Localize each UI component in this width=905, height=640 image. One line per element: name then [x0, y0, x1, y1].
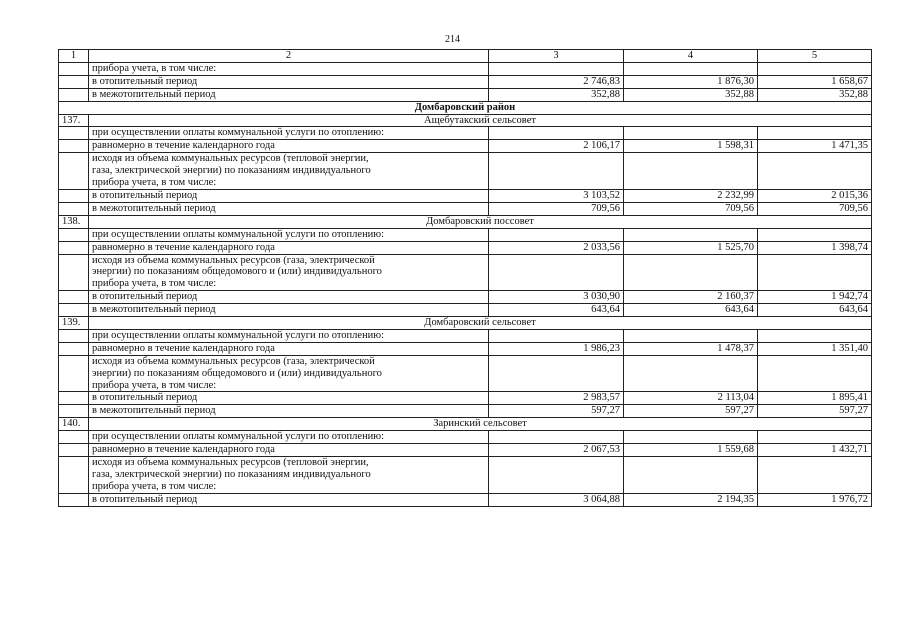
value-cell-3: 2 983,57: [489, 392, 624, 405]
value-cell-4: 1 559,68: [624, 444, 758, 457]
value-cell-4: 2 194,35: [624, 493, 758, 506]
table-row: [59, 342, 872, 355]
value-cell-4: 1 478,37: [624, 342, 758, 355]
section-title: Заринский сельсовет: [89, 418, 872, 431]
description-cell: прибора учета, в том числе:: [89, 62, 489, 75]
description-line: исходя из объема коммунальных ресурсов (газа, электрической: [89, 254, 489, 266]
value-cell-3: [489, 153, 624, 190]
value-cell-3: [489, 127, 624, 140]
value-cell-3: 1 986,23: [489, 342, 624, 355]
description-cell: равномерно в течение календарного года: [89, 342, 489, 355]
value-cell-4: 1 876,30: [624, 75, 758, 88]
table-row: [59, 405, 872, 418]
value-cell-5: [758, 329, 872, 342]
value-cell-4: [624, 62, 758, 75]
description-line: прибора учета, в том числе:: [89, 380, 489, 392]
value-cell-5: 1 942,74: [758, 291, 872, 304]
description-cell: в отопительный период: [89, 189, 489, 202]
table-row: [59, 127, 872, 140]
page-number: 214: [445, 34, 460, 45]
row-number-cell: [59, 431, 89, 444]
table-row: [59, 75, 872, 88]
description-line: исходя из объема коммунальных ресурсов (тепловой энергии,: [89, 457, 489, 469]
value-cell-3: 2 067,53: [489, 444, 624, 457]
section-title: Домбаровский поссовет: [89, 215, 872, 228]
description-cell: при осуществлении оплаты коммунальной услуги по отоплению:: [89, 431, 489, 444]
value-cell-3: 597,27: [489, 405, 624, 418]
row-number-cell: [59, 153, 89, 190]
value-cell-5: 2 015,36: [758, 189, 872, 202]
table-row: [59, 241, 872, 254]
table-row: [59, 189, 872, 202]
value-cell-4: [624, 153, 758, 190]
table-row: [59, 329, 872, 342]
row-number-cell: [59, 405, 89, 418]
description-cell: в межотопительный период: [89, 405, 489, 418]
table-row: [59, 153, 872, 165]
table-row: [59, 291, 872, 304]
section-row: [59, 418, 872, 431]
description-line: энергии) по показаниям общедомового и (или) индивидуального: [89, 368, 489, 380]
value-cell-5: [758, 254, 872, 291]
section-number: 140.: [59, 418, 89, 431]
row-number-cell: [59, 202, 89, 215]
description-line: прибора учета, в том числе:: [89, 481, 489, 493]
value-cell-4: 352,88: [624, 88, 758, 101]
value-cell-5: 597,27: [758, 405, 872, 418]
value-cell-5: 1 895,41: [758, 392, 872, 405]
description-line: исходя из объема коммунальных ресурсов (тепловой энергии,: [89, 153, 489, 165]
value-cell-4: [624, 355, 758, 392]
value-cell-3: [489, 431, 624, 444]
value-cell-3: [489, 457, 624, 494]
value-cell-3: 2 746,83: [489, 75, 624, 88]
section-title: Домбаровский сельсовет: [89, 317, 872, 330]
description-line: исходя из объема коммунальных ресурсов (газа, электрической: [89, 355, 489, 367]
header-cell-3: 3: [489, 50, 624, 63]
value-cell-4: 643,64: [624, 304, 758, 317]
header-row: [59, 50, 872, 63]
value-cell-3: 3 064,88: [489, 493, 624, 506]
row-number-cell: [59, 493, 89, 506]
tariff-table: [58, 49, 872, 507]
value-cell-3: 2 033,56: [489, 241, 624, 254]
section-row: [59, 317, 872, 330]
row-number-cell: [59, 329, 89, 342]
value-cell-5: [758, 153, 872, 190]
header-cell-1: 1: [59, 50, 89, 63]
value-cell-3: 3 030,90: [489, 291, 624, 304]
value-cell-5: [758, 355, 872, 392]
description-cell: равномерно в течение календарного года: [89, 444, 489, 457]
value-cell-4: 1 598,31: [624, 140, 758, 153]
table-row: [59, 392, 872, 405]
value-cell-3: [489, 62, 624, 75]
table-row: [59, 457, 872, 469]
value-cell-4: [624, 254, 758, 291]
row-number-cell: [59, 444, 89, 457]
value-cell-3: 643,64: [489, 304, 624, 317]
table-row: [59, 304, 872, 317]
value-cell-4: 709,56: [624, 202, 758, 215]
row-number-cell: [59, 75, 89, 88]
description-cell: в межотопительный период: [89, 202, 489, 215]
value-cell-4: [624, 457, 758, 494]
description-cell: в межотопительный период: [89, 304, 489, 317]
section-row: [59, 114, 872, 127]
value-cell-3: [489, 254, 624, 291]
value-cell-3: [489, 355, 624, 392]
row-number-cell: [59, 62, 89, 75]
description-line: прибора учета, в том числе:: [89, 177, 489, 189]
value-cell-5: [758, 431, 872, 444]
table-row: [59, 444, 872, 457]
row-number-cell: [59, 88, 89, 101]
description-cell: в отопительный период: [89, 75, 489, 88]
header-cell-4: 4: [624, 50, 758, 63]
value-cell-5: 1 432,71: [758, 444, 872, 457]
value-cell-3: 3 103,52: [489, 189, 624, 202]
description-line: прибора учета, в том числе:: [89, 278, 489, 290]
row-number-cell: [59, 127, 89, 140]
description-cell: при осуществлении оплаты коммунальной услуги по отоплению:: [89, 329, 489, 342]
row-number-cell: [59, 228, 89, 241]
value-cell-5: 1 471,35: [758, 140, 872, 153]
description-cell: в отопительный период: [89, 392, 489, 405]
header-cell-2: 2: [89, 50, 489, 63]
value-cell-4: 2 113,04: [624, 392, 758, 405]
table-row: [59, 431, 872, 444]
row-number-cell: [59, 189, 89, 202]
description-cell: в отопительный период: [89, 493, 489, 506]
table-row: [59, 228, 872, 241]
table-row: [59, 355, 872, 367]
section-number: 139.: [59, 317, 89, 330]
table-row: [59, 62, 872, 75]
value-cell-4: 597,27: [624, 405, 758, 418]
table-row: [59, 254, 872, 266]
value-cell-4: [624, 431, 758, 444]
district-row: [59, 101, 872, 114]
value-cell-5: [758, 457, 872, 494]
value-cell-4: [624, 329, 758, 342]
value-cell-5: [758, 62, 872, 75]
value-cell-5: 1 658,67: [758, 75, 872, 88]
value-cell-3: 709,56: [489, 202, 624, 215]
description-line: газа, электрической энергии) по показаниям индивидуального: [89, 165, 489, 177]
description-cell: в отопительный период: [89, 291, 489, 304]
description-cell: равномерно в течение календарного года: [89, 241, 489, 254]
description-cell: в межотопительный период: [89, 88, 489, 101]
value-cell-5: 352,88: [758, 88, 872, 101]
row-number-cell: [59, 457, 89, 494]
value-cell-4: [624, 228, 758, 241]
district-title: Домбаровский район: [59, 101, 872, 114]
section-title: Ащебутакский сельсовет: [89, 114, 872, 127]
row-number-cell: [59, 392, 89, 405]
value-cell-4: 1 525,70: [624, 241, 758, 254]
value-cell-5: [758, 228, 872, 241]
value-cell-3: 2 106,17: [489, 140, 624, 153]
description-cell: равномерно в течение календарного года: [89, 140, 489, 153]
row-number-cell: [59, 355, 89, 392]
table-row: [59, 493, 872, 506]
row-number-cell: [59, 241, 89, 254]
description-line: газа, электрической энергии) по показаниям индивидуального: [89, 469, 489, 481]
table-row: [59, 202, 872, 215]
section-row: [59, 215, 872, 228]
row-number-cell: [59, 254, 89, 291]
description-cell: при осуществлении оплаты коммунальной услуги по отоплению:: [89, 127, 489, 140]
header-cell-5: 5: [758, 50, 872, 63]
row-number-cell: [59, 304, 89, 317]
row-number-cell: [59, 291, 89, 304]
value-cell-5: [758, 127, 872, 140]
table-row: [59, 88, 872, 101]
value-cell-4: [624, 127, 758, 140]
description-line: энергии) по показаниям общедомового и (или) индивидуального: [89, 266, 489, 278]
row-number-cell: [59, 140, 89, 153]
description-cell: при осуществлении оплаты коммунальной услуги по отоплению:: [89, 228, 489, 241]
value-cell-4: 2 160,37: [624, 291, 758, 304]
value-cell-5: 1 976,72: [758, 493, 872, 506]
value-cell-5: 709,56: [758, 202, 872, 215]
value-cell-5: 643,64: [758, 304, 872, 317]
value-cell-3: [489, 228, 624, 241]
section-number: 137.: [59, 114, 89, 127]
table-row: [59, 140, 872, 153]
value-cell-3: 352,88: [489, 88, 624, 101]
value-cell-5: 1 398,74: [758, 241, 872, 254]
row-number-cell: [59, 342, 89, 355]
value-cell-4: 2 232,99: [624, 189, 758, 202]
value-cell-5: 1 351,40: [758, 342, 872, 355]
section-number: 138.: [59, 215, 89, 228]
value-cell-3: [489, 329, 624, 342]
